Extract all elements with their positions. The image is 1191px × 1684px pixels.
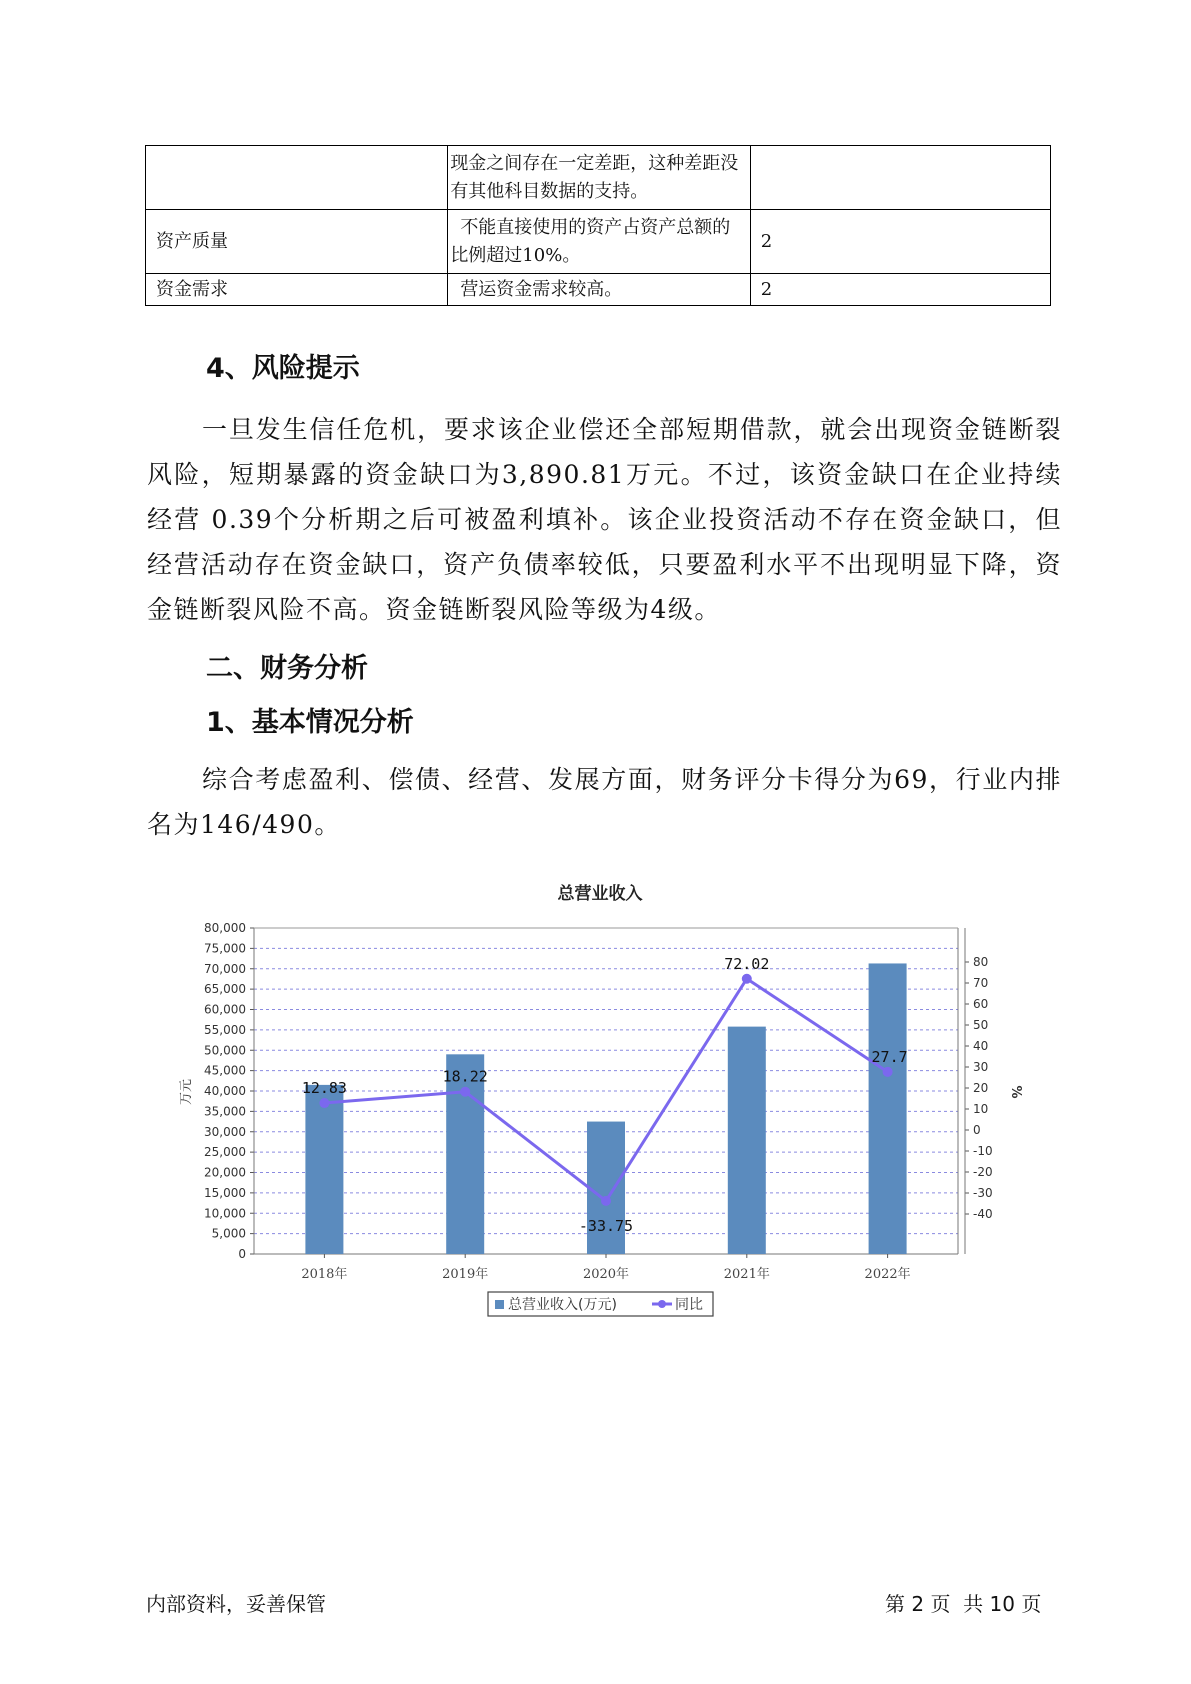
y-tick-label: 20,000 xyxy=(204,1165,246,1180)
y-tick-label: 0 xyxy=(238,1247,246,1261)
section-heading-basic: 1、基本情况分析 xyxy=(206,707,414,738)
section-heading-risk: 4、风险提示 xyxy=(206,353,360,384)
yoy-data-label: 72.02 xyxy=(724,954,770,973)
legend-line-label: 同比 xyxy=(675,1297,703,1313)
x-tick-label: 2019年 xyxy=(442,1267,489,1282)
table-row xyxy=(146,210,1051,274)
table-cell-label xyxy=(146,146,448,210)
y2-tick-label: 30 xyxy=(973,1060,989,1074)
legend-bar-swatch xyxy=(495,1300,504,1309)
table-cell-label: 资产质量 xyxy=(146,210,448,274)
table-cell-desc: 营运资金需求较高。 xyxy=(448,274,750,306)
section-heading-financial: 二、财务分析 xyxy=(206,653,368,684)
y-tick-label: 60,000 xyxy=(204,1002,246,1017)
y2-axis-title: % xyxy=(1008,1085,1023,1099)
legend-line-marker xyxy=(658,1300,666,1308)
table-cell-score: 2 xyxy=(750,210,1050,274)
y-tick-label: 15,000 xyxy=(204,1185,246,1200)
y-tick-label: 5,000 xyxy=(211,1226,246,1241)
table-cell-desc: 现金之间存在一定差距，这种差距没有其他科目数据的支持。 xyxy=(448,146,750,210)
x-tick-label: 2018年 xyxy=(301,1267,348,1282)
yoy-data-label: 12.83 xyxy=(301,1079,347,1098)
y-tick-label: 10,000 xyxy=(204,1206,246,1221)
risk-table xyxy=(145,145,1051,306)
table-row xyxy=(146,274,1051,306)
risk-paragraph: 一旦发生信任危机，要求该企业偿还全部短期借款，就会出现资金链断裂风险，短期暴露的资金缺口为3,890.81万元。不过，该资金缺口在企业持续经营 0.39个分析期之后可被盈利填补。该企业投资活动不存在资金缺口，但经营活动存在资金缺口，资产负债率较低，只要盈利水平不出现明显下降，资金链断裂风险不高。资金链断裂风险等级为4级。 xyxy=(147,415,1062,624)
yoy-point xyxy=(319,1098,329,1108)
y-tick-label: 50,000 xyxy=(204,1043,246,1058)
y2-tick-label: -30 xyxy=(973,1186,993,1200)
yoy-point xyxy=(742,974,752,984)
x-tick-label: 2021年 xyxy=(723,1267,770,1282)
x-tick-label: 2022年 xyxy=(864,1267,911,1282)
y-tick-label: 75,000 xyxy=(204,941,246,956)
y-tick-label: 65,000 xyxy=(204,982,246,997)
y-tick-label: 70,000 xyxy=(204,961,246,976)
y2-tick-label: 70 xyxy=(973,976,989,990)
y2-tick-label: 80 xyxy=(973,955,989,969)
footer-page-number: 第 2 页 共 10 页 xyxy=(885,1592,1042,1616)
footer-confidential: 内部资料，妥善保管 xyxy=(146,1592,326,1616)
y2-tick-label: 50 xyxy=(973,1018,989,1032)
bar xyxy=(869,963,907,1254)
y-tick-label: 55,000 xyxy=(204,1022,246,1037)
x-tick-label: 2020年 xyxy=(582,1267,630,1282)
table-cell-score xyxy=(750,146,1050,210)
y2-tick-label: 20 xyxy=(973,1081,989,1095)
bar xyxy=(305,1085,343,1254)
yoy-point xyxy=(883,1067,893,1077)
legend-bar-label: 总营业收入(万元) xyxy=(508,1297,617,1313)
y2-tick-label: 0 xyxy=(973,1123,981,1137)
y-tick-label: 40,000 xyxy=(204,1084,246,1098)
yoy-data-label: -33.75 xyxy=(578,1216,634,1235)
yoy-point xyxy=(460,1087,470,1097)
yoy-data-label: 27.7 xyxy=(871,1047,908,1066)
bar xyxy=(728,1027,766,1254)
chart-title: 总营业收入 xyxy=(557,884,643,904)
table-cell-score: 2 xyxy=(750,274,1050,306)
table-row xyxy=(146,146,1051,210)
revenue-chart xyxy=(0,860,1191,1330)
y2-tick-label: -10 xyxy=(973,1144,993,1158)
y-tick-label: 45,000 xyxy=(204,1063,246,1078)
y2-tick-label: -40 xyxy=(973,1207,993,1221)
y2-tick-label: 10 xyxy=(973,1102,989,1116)
y2-tick-label: 40 xyxy=(973,1039,989,1053)
y-tick-label: 30,000 xyxy=(204,1124,246,1139)
y-tick-label: 80,000 xyxy=(204,921,246,935)
y-tick-label: 25,000 xyxy=(204,1145,246,1160)
yoy-point xyxy=(601,1196,611,1206)
y2-tick-label: 60 xyxy=(973,997,989,1011)
table-cell-desc: 不能直接使用的资产占资产总额的比例超过10%。 xyxy=(448,210,750,274)
y-axis-title: 万元 xyxy=(179,1078,194,1106)
table-cell-label: 资金需求 xyxy=(146,274,448,306)
yoy-data-label: 18.22 xyxy=(442,1067,488,1086)
basic-paragraph: 综合考虑盈利、偿债、经营、发展方面，财务评分卡得分为69，行业内排名为146/490。 xyxy=(147,765,1062,839)
y2-tick-label: -20 xyxy=(973,1165,993,1179)
y-tick-label: 35,000 xyxy=(204,1104,246,1119)
